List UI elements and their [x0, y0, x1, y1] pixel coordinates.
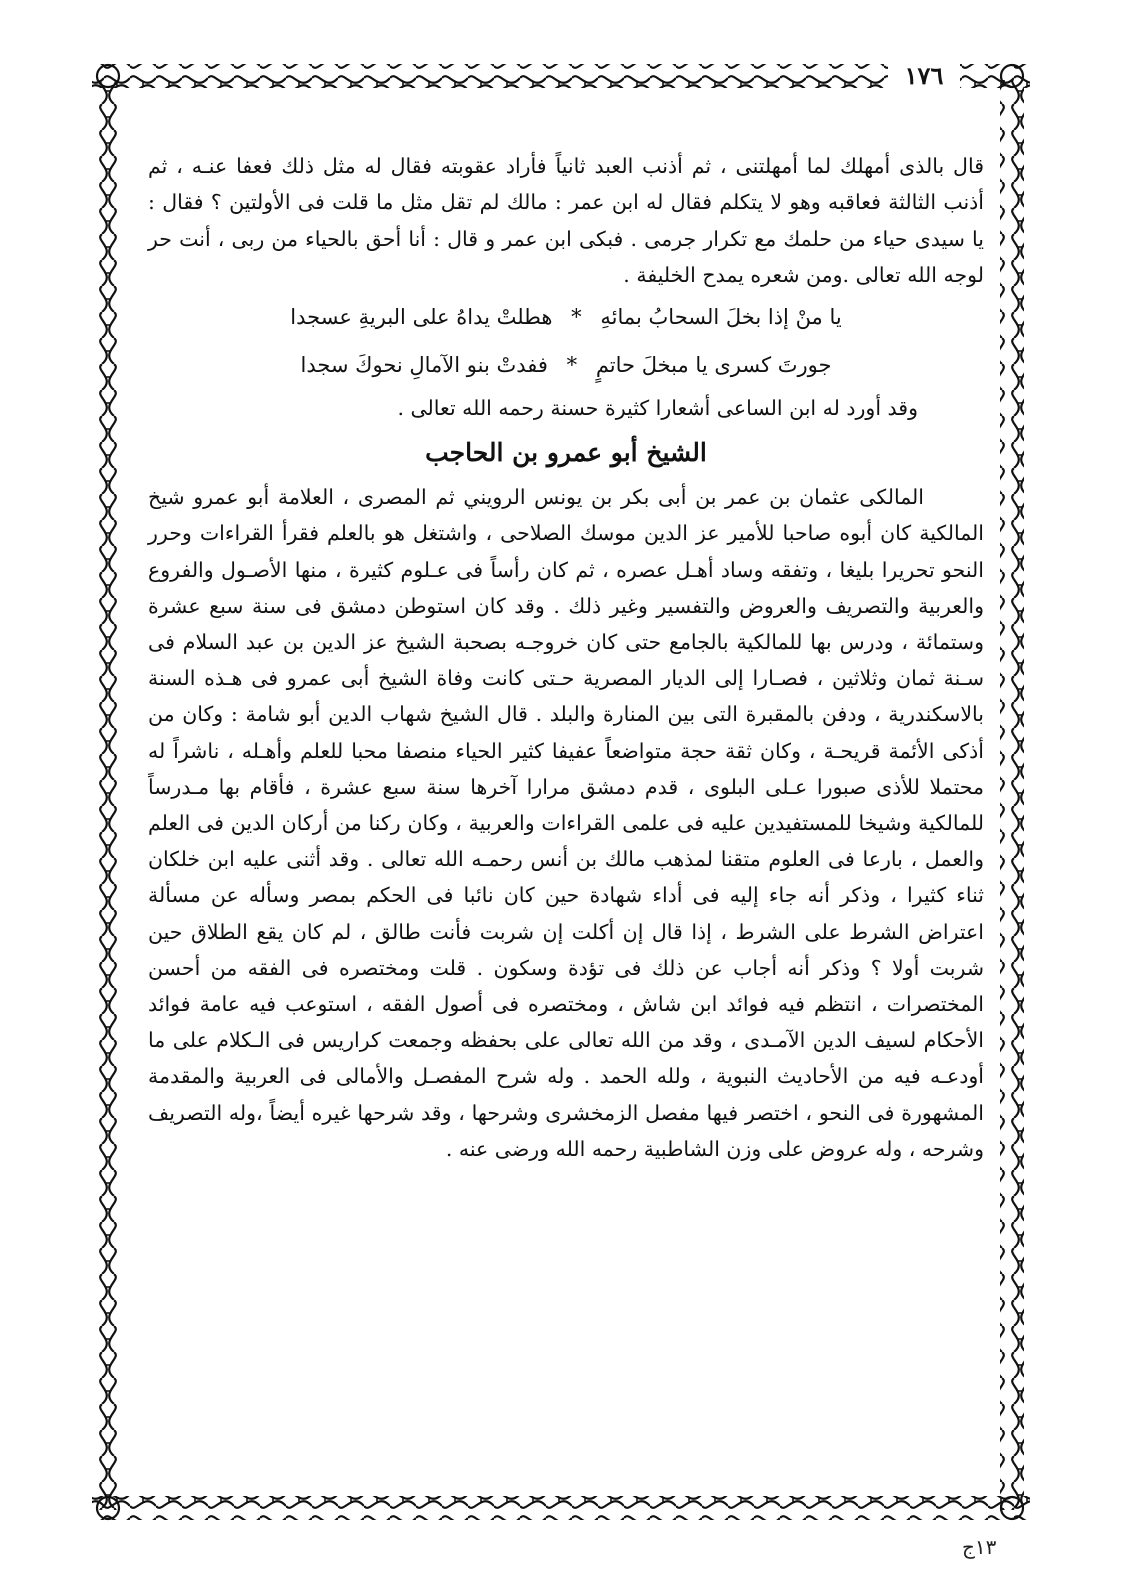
verse-hemistich: جورتَ كسرى يا مبخلَ حاتمٍ [595, 353, 832, 378]
verse-line [148, 293, 984, 341]
biography-text: المالكى عثمان بن عمر بن أبى بكر بن يونس الرويني ثم المصرى ، العلامة أبو عمرو شيخ المالكية كان أبوه صاحبا للأمير عز الدين موسك الصلاحى ، واشتغل هو بالعلم فقرأ القراءات وحرر النحو تحريرا بليغا ، وتفقه وساد أهـل عصره ، ثم كان رأساً فى عـلوم كثيرة ، منها الأصـول والفروع والعربية والتصريف والعروض والتفسير وغير ذلك . وقد كان استوطن دمشق فى سنة سبع عشرة وستمائة ، ودرس بها للمالكية بالجامع حتى كان خروجـه بصحبة الشيخ عز الدين بن عبد السلام فى سـنة ثمان وثلاثين ، فصـارا إلى الديار المصرية حـتى كانت وفاة الشيخ أبى عمرو فى هـذه السنة بالاسكندرية ، ودفن بالمقبرة التى بين المنارة والبلد . قال الشيخ شهاب الدين أبو شامة : وكان من أذكى الأئمة قريحـة ، وكان ثقة حجة متواضعاً عفيفا كثير الحياء منصفا محبا للعلم وأهـله ، ناشراً له محتملا للأذى صبورا عـلى البلوى ، قدم دمشق مرارا آخرها سنة سبع عشرة ، فأقام بها مـدرساً للمالكية وشيخا للمستفيدين عليه فى علمى القراءات والعربية ، وكان ركنا من أركان الدين فى العلم والعمل ، بارعا فى العلوم متقنا لمذهب مالك بن أنس رحمـه الله تعالى . وقد أثنى عليه ابن خلكان ثناء كثيرا ، وذكر أنه جاء إليه فى أداء شهادة حين كان نائبا فى الحكم بمصر وسأله عن مسألة اعتراض الشرط على الشرط ، إذا قال إن أكلت إن شربت فأنت طالق ، لم كان يقع الطلاق حين شربت أولا ؟ وذكر أنه أجاب عن ذلك فى تؤدة وسكون . قلت ومختصره فى الفقه من أحسن المختصرات ، انتظم فيه فوائد ابن شاش ، ومختصره فى أصول الفقه ، استوعب فيه عامة فوائد الأحكام لسيف الدين الآمـدى ، وقد من الله تعالى على بحفظه وجمعت كراريس فى الـكلام على ما أودعـه فيه من الأحاديث النبوية ، ولله الحمد . وله شرح المفصـل والأمالى فى العربية والمقدمة المشهورة فى النحو ، اختصر فيها مفصل الزمخشرى وشرحها ، وقد شرحها غيره أيضاً ،وله التصريف وشرحه ، وله عروض على وزن الشاطبية رحمه الله ورضى عنه . [148, 485, 984, 1161]
biography-paragraph [148, 479, 984, 1167]
closing-line: وقد أورد له ابن الساعى أشعارا كثيرة حسنة رحمه الله تعالى . [397, 396, 918, 421]
page-number: ١٧٦ [888, 62, 960, 90]
verse-separator: * [566, 353, 578, 378]
page-text [148, 148, 984, 1167]
signature-mark: ١٣ج [962, 1535, 997, 1559]
verse-hemistich: يا منْ إذا بخلَ السحابُ بمائهِ [600, 305, 842, 330]
intro-paragraph: قال بالذى أمهلك لما أمهلتنى ، ثم أذنب العبد ثانياً فأراد عقوبته فقال له مثل ذلك فعفا عنـه ، ثم أذنب الثالثة فعاقبه وهو لا يتكلم فقال له ابن عمر : مالك لم تقل مثل ما قلت فى الأولتين ؟ فقال : يا سيدى حياء من حلمك مع تكرار جرمى . فبكى ابن عمر و قال : أنا أحق بالحياء من ربى ، أنت حر لوجه الله تعالى .ومن شعره يمدح الخليفة . [148, 154, 984, 287]
verse-line [148, 341, 984, 389]
verse-hemistich: هطلتْ يداهُ على البريةِ عسجدا [290, 305, 553, 330]
verse-separator: * [571, 305, 582, 330]
section-heading: الشيخ أبو عمرو بن الحاجب [425, 438, 707, 468]
verse-hemistich: ففدتْ بنو الآمالِ نحوكَ سجدا [300, 353, 548, 378]
